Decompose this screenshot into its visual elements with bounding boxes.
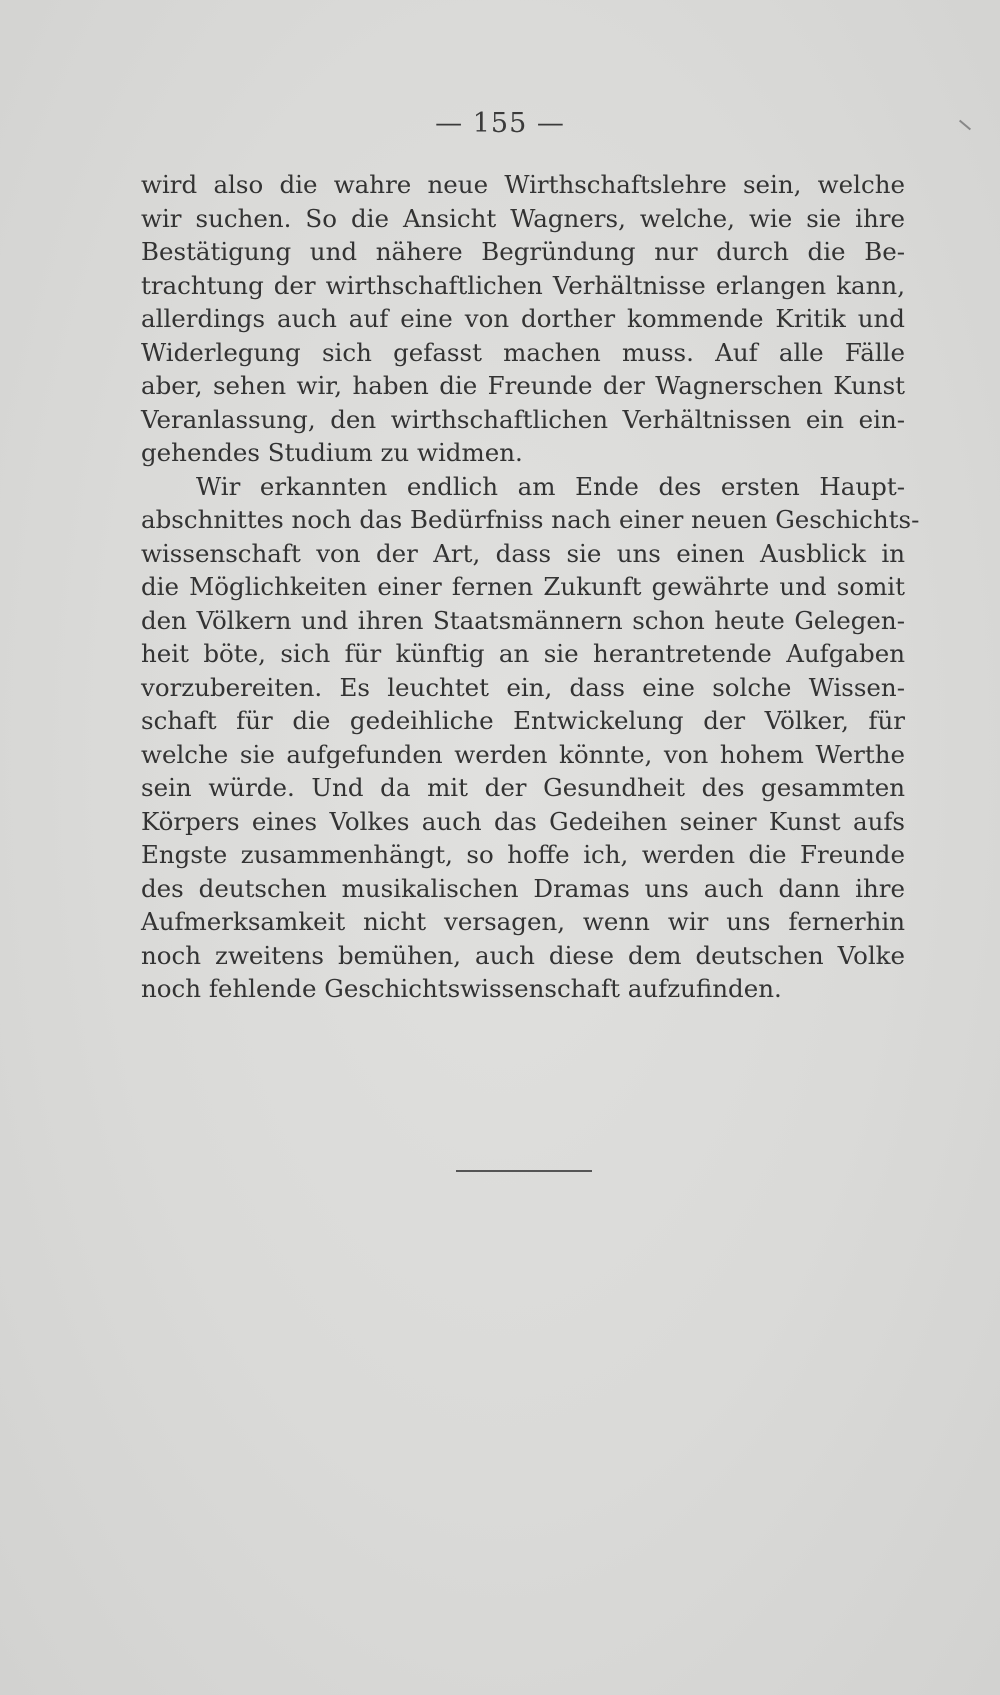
text-line: des deutschen musikalischen Dramas uns auch dann ihre [141,873,905,903]
text-line: den Völkern und ihren Staatsmännern schon heute Gelegen- [141,605,905,635]
text-line: trachtung der wirthschaftlichen Verhältnisse erlangen kann, [141,270,905,300]
text-line: heit böte, sich für künftig an sie herantretende Aufgaben [141,639,905,668]
text-line: Veranlassung, den wirthschaftlichen Verhältnissen ein ein- [141,404,905,434]
text-line: noch fehlende Geschichtswissenschaft aufzufinden. [141,974,782,1003]
text-line: gehendes Studium zu widmen. [141,438,523,467]
text-line: wissenschaft von der Art, dass sie uns einen Ausblick in [141,538,905,568]
text-line: vorzubereiten. Es leuchtet ein, dass eine solche Wissen- [141,672,905,702]
text-line: Bestätigung und nähere Begründung nur durch die Be- [141,237,905,266]
text-line: Aufmerksamkeit nicht versagen, wenn wir uns fernerhin [141,907,905,936]
text-line: Widerlegung sich gefasst machen muss. Auf alle Fälle [141,337,905,367]
text-line: wird also die wahre neue Wirthschaftslehre sein, welche [141,170,905,199]
body-text [141,168,920,1006]
paragraph-first-line: Wir erkannten endlich am Ende des ersten Haupt- [196,471,905,501]
text-line: Körpers eines Volkes auch das Gedeihen seiner Kunst aufs [141,806,905,836]
text-line: allerdings auch auf eine von dorther kommende Kritik und [141,304,905,333]
text-line: sein würde. Und da mit der Gesundheit des gesammten [141,773,905,802]
text-line: schaft für die gedeihliche Entwickelung der Völker, für [141,706,905,735]
section-end-rule [456,1170,592,1172]
text-line: noch zweitens bemühen, auch diese dem deutschen Volke [141,940,905,970]
text-line: die Möglichkeiten einer fernen Zukunft gewährte und somit [141,572,905,601]
text-line: aber, sehen wir, haben die Freunde der Wagnerschen Kunst [141,371,905,400]
text-line: abschnittes noch das Bedürfniss nach einer neuen Geschichts- [141,505,920,534]
text-line: welche sie aufgefunden werden könnte, von hohem Werthe [141,739,905,769]
page-number: — 155 — [435,108,565,139]
text-line: wir suchen. So die Ansicht Wagners, welche, wie sie ihre [141,203,905,233]
text-line: Engste zusammenhängt, so hoffe ich, werden die Freunde [141,840,905,869]
